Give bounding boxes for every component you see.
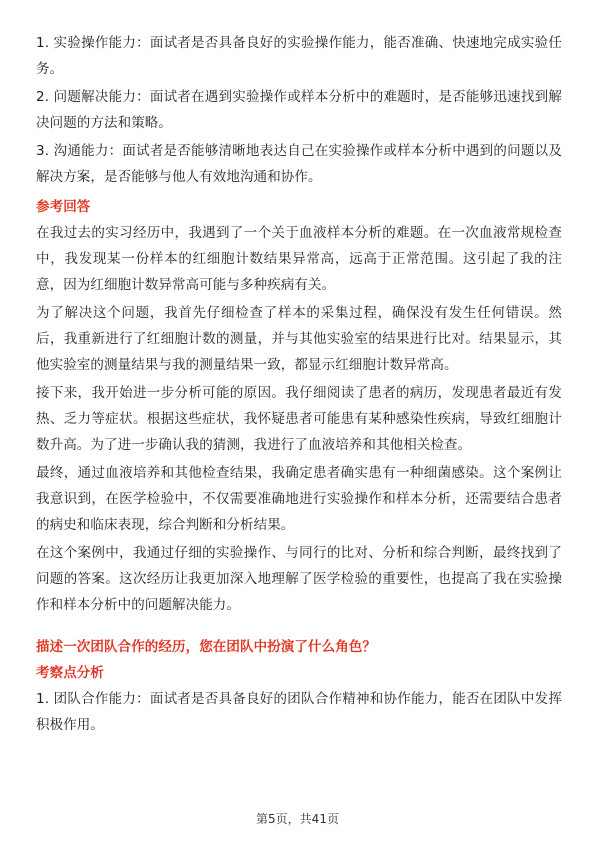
criterion-item: 1. 实验操作能力：面试者是否具备良好的实验操作能力，能否准确、快速地完成实验任务。 xyxy=(36,35,562,77)
criterion-item: 2. 问题解决能力：面试者在遇到实验操作或样本分析中的难题时，是否能够迅速找到解决问题的方法和策略。 xyxy=(36,89,562,131)
reference-answer-heading: 参考回答 xyxy=(36,199,91,215)
answer-paragraph: 最终，通过血液培养和其他检查结果，我确定患者确实患有一种细菌感染。这个案例让我意识到，在医学检验中，不仅需要准确地进行实验操作和样本分析，还需要结合患者的病史和临床表现，综合判断和分析结果。 xyxy=(36,465,562,533)
answer-paragraph: 为了解决这个问题，我首先仔细检查了样本的采集过程，确保没有发生任何错误。然后，我重新进行了红细胞计数的测量，并与其他实验室的结果进行比对。结果显示，其他实验室的测量结果与我的测量结果一致，都显示红细胞计数异常高。 xyxy=(36,305,562,373)
page-number: 第5页，共41页 xyxy=(256,812,339,826)
answer-paragraph: 接下来，我开始进一步分析可能的原因。我仔细阅读了患者的病历，发现患者最近有发热、乏力等症状。根据这些症状，我怀疑患者可能患有某种感染性疾病，导致红细胞计数升高。为了进一步确认我的猜测，我进行了血液培养和其他相关检查。 xyxy=(36,385,562,453)
criterion-item: 3. 沟通能力：面试者是否能够清晰地表达自己在实验操作或样本分析中遇到的问题以及解决方案，是否能够与他人有效地沟通和协作。 xyxy=(36,143,562,185)
document-body xyxy=(36,30,562,740)
answer-paragraph: 在这个案例中，我通过仔细的实验操作、与同行的比对、分析和综合判断，最终找到了问题的答案。这次经历让我更加深入地理解了医学检验的重要性，也提高了我在实验操作和样本分析中的问题解决能力。 xyxy=(36,545,562,613)
answer-paragraph: 在我过去的实习经历中，我遇到了一个关于血液样本分析的难题。在一次血液常规检查中，我发现某一份样本的红细胞计数结果异常高，远高于正常范围。这引起了我的注意，因为红细胞计数异常高可能与多种疾病有关。 xyxy=(36,225,562,293)
analysis-heading: 考察点分析 xyxy=(36,665,104,681)
criterion-item: 1. 团队合作能力：面试者是否具备良好的团队合作精神和协作能力，能否在团队中发挥积极作用。 xyxy=(36,691,562,733)
interview-question: 描述一次团队合作的经历，您在团队中扮演了什么角色？ xyxy=(36,639,376,655)
